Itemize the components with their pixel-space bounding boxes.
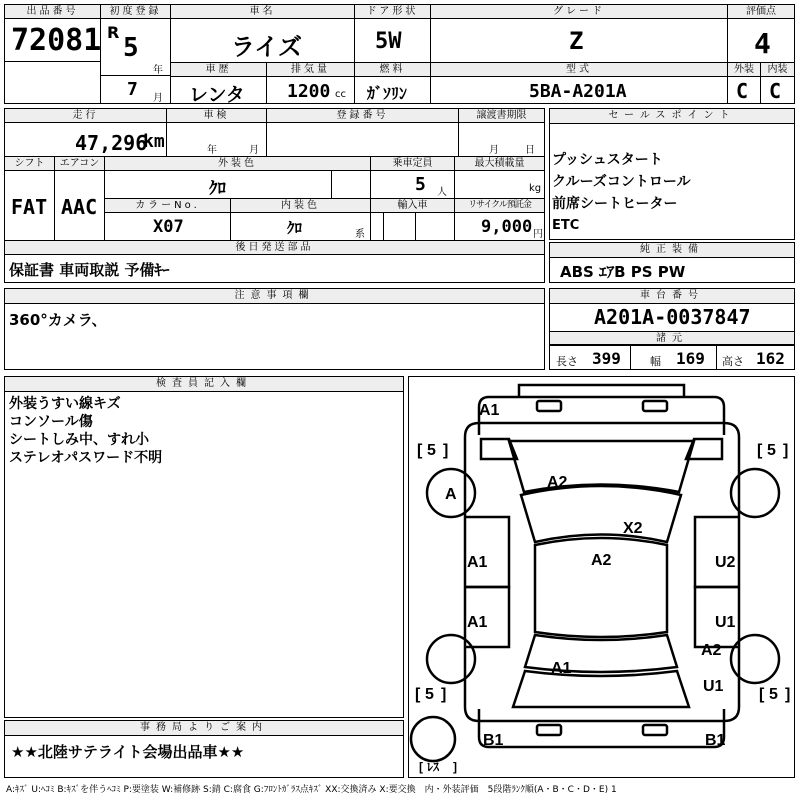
svg-text:5: 5 [425,686,434,703]
lot-label: 出品番号 [5,5,100,19]
svg-text:]: ] [443,442,449,459]
spec-length-label: 長さ [556,355,578,368]
grade-cell [431,5,728,63]
svg-text:]: ] [453,760,457,774]
ext-score-value: C [736,79,749,103]
int-color-unit: 系 [355,229,365,240]
spec-width-label: 幅 [650,355,661,368]
mark-left-front-door: A1 [467,554,488,571]
first-reg-era: R [107,23,120,42]
header-block [4,4,795,104]
equipment-box [549,242,795,283]
capacity-value: 5 [415,174,426,195]
mileage-cell [5,109,167,157]
aircon-value: AAC [61,195,98,219]
first-reg-year: 5 [123,33,139,63]
first-reg-month: 7 [127,79,138,100]
svg-text:]: ] [441,686,447,703]
capacity-cell [371,157,455,199]
recycle-unit: 円 [533,229,543,240]
mark-left-rear-door: A1 [467,614,488,631]
mark-windshield: X2 [623,520,643,537]
svg-text:[: [ [419,760,423,774]
transfer-cell [459,109,544,157]
mark-rear-bumper-left: B1 [483,732,504,749]
max-load-label: 最大積載量 [455,157,544,171]
inspector-note: 外装うすい線キズ [9,396,121,412]
score-cell [728,5,794,63]
chassis-box [549,288,795,370]
car-name-cell [171,5,355,63]
color-no-value: X07 [153,217,184,237]
transfer-day-unit: 日 [525,145,535,156]
chassis-label: 車台番号 [550,289,794,304]
inspector-label: 検査員記入欄 [5,377,403,392]
svg-text:5: 5 [427,442,436,459]
lot-number: 72081 [11,23,102,58]
sales-point-item: プッシュスタート [552,152,663,168]
later-parts-cell [5,241,544,282]
history-label: 車歴 [171,63,266,77]
score-label: 評価点 [728,5,794,19]
svg-text:5: 5 [767,442,776,459]
mark-hood: A2 [547,474,568,491]
ext-color-value: ｸﾛ [209,179,226,199]
capacity-unit: 人 [437,187,447,198]
inspector-box [4,376,404,718]
svg-text:5: 5 [769,686,778,703]
first-reg-month-unit: 月 [153,93,163,104]
reg-number-label: 登録番号 [267,109,458,123]
mark-right-rear-door: U1 [715,614,736,631]
inspection-label: 車検 [167,109,266,123]
mark-roof: A2 [591,552,612,569]
model-label: 型式 [431,63,727,77]
notes-value: 360°カメラ、 [9,311,107,329]
svg-text:]: ] [783,442,789,459]
fuel-label: 燃料 [355,63,430,77]
spec-length-value: 399 [592,349,621,368]
spec-width-value: 169 [676,349,705,368]
lot-blank [5,61,101,103]
import-label: 輸入車 [371,199,454,213]
car-name-label: 車名 [171,5,354,19]
max-load-unit: kg [529,183,542,194]
lot-cell [5,5,101,61]
import-cell [371,199,455,241]
max-load-cell [455,157,544,199]
mark-front-left-wheel: A [445,486,457,503]
ext-score-label: 外装 [728,63,760,77]
legend-text: A:ｷｽﾞ U:ﾍｺﾐ B:ｷｽﾞを伴うﾍｺﾐ P:要塗装 W:補修跡 S:錆 C:腐食 G:ﾌﾛﾝﾄｶﾞﾗｽ点ｷｽﾞ XX:交換済み X:要交換 内・外装評価 5段階ﾗﾝｸ順(A・B・C・D・E) 1 [6,785,617,795]
int-color-cell [231,199,371,241]
specs-label: 諸元 [550,331,794,345]
inspector-note: ステレオパスワード不明 [9,450,163,466]
inspection-year-unit: 年 [207,145,217,156]
history-value: レンタ [189,84,245,106]
car-diagram [409,377,794,777]
transfer-month-unit: 月 [489,145,499,156]
later-parts-label: 後日発送部品 [5,241,544,255]
capacity-label: 乗車定員 [371,157,454,171]
ext-score-cell [728,63,761,103]
shift-cell [5,157,55,241]
grade-label: グレード [431,5,727,19]
equipment-value: ABS ｴｱB PS PW [560,263,686,281]
ext-color-cell [105,157,371,199]
doors-label: ドア形状 [355,5,430,19]
mark-front-bumper: A1 [479,402,500,419]
svg-text:]: ] [785,686,791,703]
inspection-month-unit: 月 [249,145,259,156]
mark-right-front-door: U2 [715,554,736,571]
first-reg-cell [101,5,171,103]
color-no-cell [105,199,231,241]
fuel-value: ｶﾞｿﾘﾝ [367,84,408,103]
spec-height-value: 162 [756,349,785,368]
history-cell [171,63,267,106]
inspector-note: シートしみ中、すれ小 [9,432,149,448]
first-reg-label: 初度登録 [101,5,170,19]
detail-block [4,108,545,283]
sales-point-item: 前席シートヒーター [552,196,678,212]
later-parts-value: 保証書 車両取説 予備ｷｰ [9,261,170,279]
aircon-cell [55,157,105,241]
model-cell [431,63,728,103]
int-score-cell [761,63,794,103]
spare-tire [411,717,455,761]
office-label: 事務局よりご案内 [5,721,403,736]
sales-point-item: クルーズコントロール [552,174,691,190]
int-score-value: C [769,79,782,103]
svg-text:[: [ [759,686,765,703]
notes-box [4,288,545,370]
displacement-unit: cc [335,89,346,100]
shift-value: FAT [11,195,48,219]
tire-front-left: [ [417,442,423,459]
recycle-label: リサイクル預託金 [455,199,544,213]
svg-text:ﾚｽ: ﾚｽ [427,760,440,774]
displacement-value: 1200 [287,81,331,102]
int-color-value: ｸﾛ [287,219,303,237]
displacement-label: 排気量 [267,63,354,77]
fuel-cell [355,63,431,103]
car-diagram-box [408,376,795,778]
doors-cell [355,5,431,63]
ext-color-label: 外装色 [105,157,370,171]
office-value: ★★北陸サテライト会場出品車★★ [11,743,245,761]
shift-label: シフト [5,157,54,171]
inspection-cell [167,109,267,157]
mark-rear-bumper-right: B1 [705,732,726,749]
transfer-label: 譲渡書期限 [459,109,544,123]
rear-left-tire [427,635,475,683]
mark-trunk: A1 [551,660,572,677]
sales-point-item: ETC [552,218,580,233]
mark-right-rear-bumper: U1 [703,678,724,695]
chassis-value: A201A-0037847 [594,305,751,329]
int-score-label: 内装 [761,63,794,77]
mark-right-quarter: A2 [701,642,722,659]
equipment-label: 純正装備 [550,243,794,258]
recycle-value: 9,000 [481,217,533,237]
svg-text:[: [ [415,686,421,703]
int-color-label: 内装色 [231,199,370,213]
mileage-value: 47,296 [75,131,148,155]
aircon-label: エアコン [55,157,104,171]
model-value: 5BA-A201A [529,81,627,102]
reg-number-cell [267,109,459,157]
mileage-label: 走行 [5,109,166,123]
office-box [4,720,404,778]
svg-text:[: [ [757,442,763,459]
grade-value: Z [569,27,584,55]
doors-value: 5W [375,29,402,54]
sales-points-label: セールスポイント [550,109,794,124]
sales-points-box [549,108,795,240]
spec-height-label: 高さ [722,355,744,368]
car-name-value: ライズ [231,33,303,61]
color-no-label: カラーNo. [105,199,230,213]
first-reg-year-unit: 年 [153,65,163,76]
notes-label: 注意事項欄 [5,289,544,304]
score-value: 4 [754,27,771,60]
mileage-unit: km [143,131,165,152]
displacement-cell [267,63,355,103]
recycle-cell [455,199,544,241]
inspector-note: コンソール傷 [9,414,93,430]
